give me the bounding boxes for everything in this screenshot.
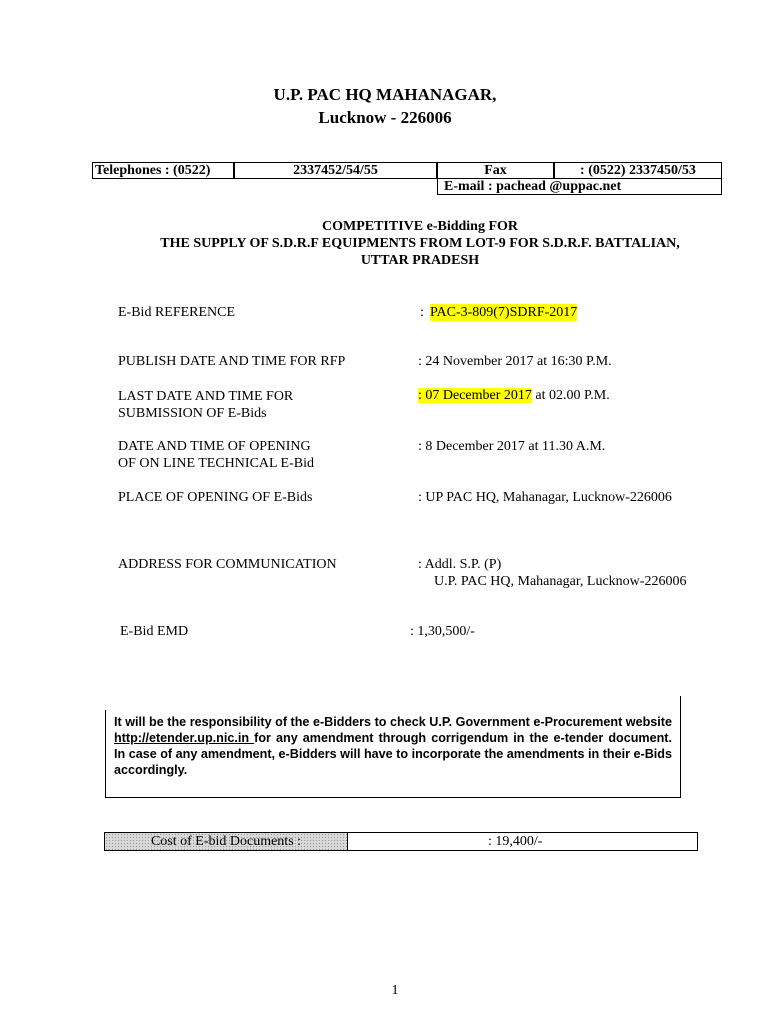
emd-label: E-Bid EMD: [120, 624, 189, 639]
opening-date-value: : 8 December 2017 at 11.30 A.M.: [418, 439, 606, 454]
page-number: 1: [391, 983, 399, 998]
amendment-notice: [105, 710, 681, 798]
title-line-2: THE SUPPLY OF S.D.R.F EQUIPMENTS FROM LOT-9 FOR S.D.R.F. BATTALIAN,: [160, 236, 680, 251]
ebid-reference-value: PAC-3-809(7)SDRF-2017: [430, 305, 578, 320]
opening-date-label-line-2: OF ON LINE TECHNICAL E-Bid: [118, 456, 314, 471]
etender-website-link[interactable]: http://etender.up.nic.in: [114, 731, 255, 745]
publish-date-value: : 24 November 2017 at 16:30 P.M.: [418, 354, 612, 369]
last-date-label-line-2: SUBMISSION OF E-Bids: [118, 406, 267, 421]
title-line-3: UTTAR PRADESH: [360, 253, 480, 268]
address-value-line-2: U.P. PAC HQ, Mahanagar, Lucknow-226006: [434, 574, 687, 589]
last-date-value: [418, 387, 610, 404]
notice-text-start: It will be the responsibility of the e-Bidders to check U.P. Government e-Procurement website: [114, 715, 672, 729]
opening-date-label-line-1: DATE AND TIME OF OPENING: [118, 439, 311, 454]
cost-value: : 19,400/-: [348, 832, 698, 851]
organization-name: U.P. PAC HQ MAHANAGAR,: [273, 85, 497, 104]
ebid-reference-label: E-Bid REFERENCE: [118, 305, 236, 320]
publish-date-label: PUBLISH DATE AND TIME FOR RFP: [118, 354, 346, 369]
telephone-numbers: 2337452/54/55: [234, 162, 437, 179]
telephones-label: Telephones : (0522): [92, 162, 234, 179]
last-date-highlight: : 07 December 2017: [418, 388, 532, 403]
address-label: ADDRESS FOR COMMUNICATION: [118, 557, 337, 572]
opening-place-label: PLACE OF OPENING OF E-Bids: [118, 490, 313, 505]
fax-label: Fax: [437, 162, 554, 179]
organization-city: Lucknow - 226006: [318, 108, 452, 127]
last-date-time: at 02.00 P.M.: [531, 388, 610, 403]
title-line-1: COMPETITIVE e-Bidding FOR: [321, 219, 519, 234]
opening-place-value: : UP PAC HQ, Mahanagar, Lucknow-226006: [418, 490, 672, 505]
notice-text-end: for any amendment through corrigendum in the e-tender document. In case of any amendment, e-Bidders will have to incorporate the amendments in their e-Bids accordingly.: [114, 731, 672, 777]
address-value-line-1: : Addl. S.P. (P): [418, 557, 502, 572]
last-date-label-line-1: LAST DATE AND TIME FOR: [118, 389, 294, 404]
cost-label: Cost of E-bid Documents :: [104, 832, 348, 851]
email-address: E-mail : pachead @uppac.net: [437, 178, 722, 195]
fax-number: : (0522) 2337450/53: [554, 162, 722, 179]
emd-value: : 1,30,500/-: [410, 624, 475, 639]
ebid-reference-colon: :: [420, 305, 424, 320]
